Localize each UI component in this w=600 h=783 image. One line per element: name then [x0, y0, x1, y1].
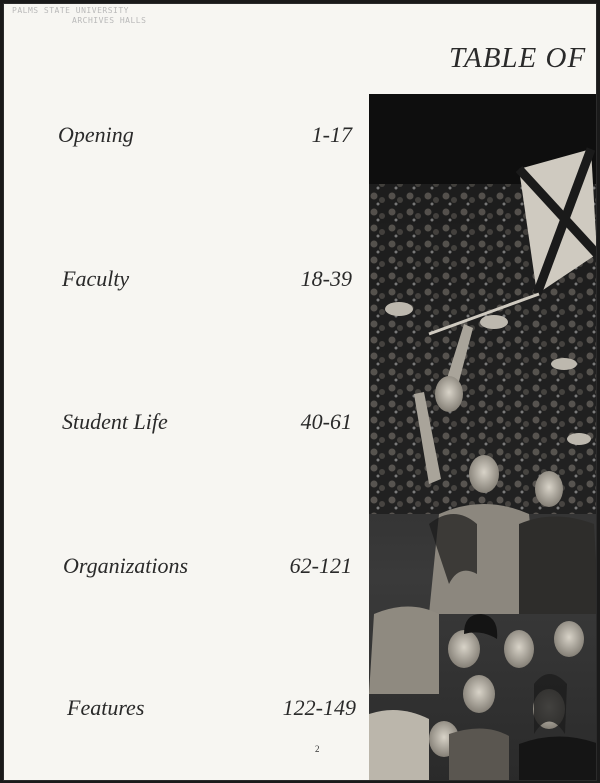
toc-page-range: 62-121 — [289, 553, 352, 578]
toc-row-organizations — [4, 553, 364, 583]
stamp-line-1: PALMS STATE UNIVERSITY — [12, 6, 129, 15]
toc-row-features — [4, 695, 364, 725]
toc-section-label: Faculty — [62, 266, 130, 291]
yearbook-page — [3, 3, 597, 781]
page-number: 2 — [315, 744, 320, 754]
toc-row-opening — [4, 122, 364, 152]
stamp-line-2: ARCHIVES HALLS — [72, 16, 147, 25]
page-title: TABLE OF — [449, 42, 587, 74]
toc-page-range: 40-61 — [300, 409, 352, 434]
toc-page-range: 18-39 — [300, 266, 352, 291]
toc-page-range: 122-149 — [282, 695, 356, 720]
toc-row-faculty — [4, 266, 364, 296]
library-stamp — [12, 6, 146, 26]
toc-section-label: Opening — [58, 122, 134, 147]
toc-section-label: Organizations — [63, 553, 189, 578]
toc-section-label: Features — [67, 695, 145, 720]
toc-section-label: Student Life — [62, 409, 168, 434]
crowd-photo — [369, 94, 597, 781]
toc-row-student-life — [4, 409, 364, 439]
toc-page-range: 1-17 — [311, 122, 352, 147]
